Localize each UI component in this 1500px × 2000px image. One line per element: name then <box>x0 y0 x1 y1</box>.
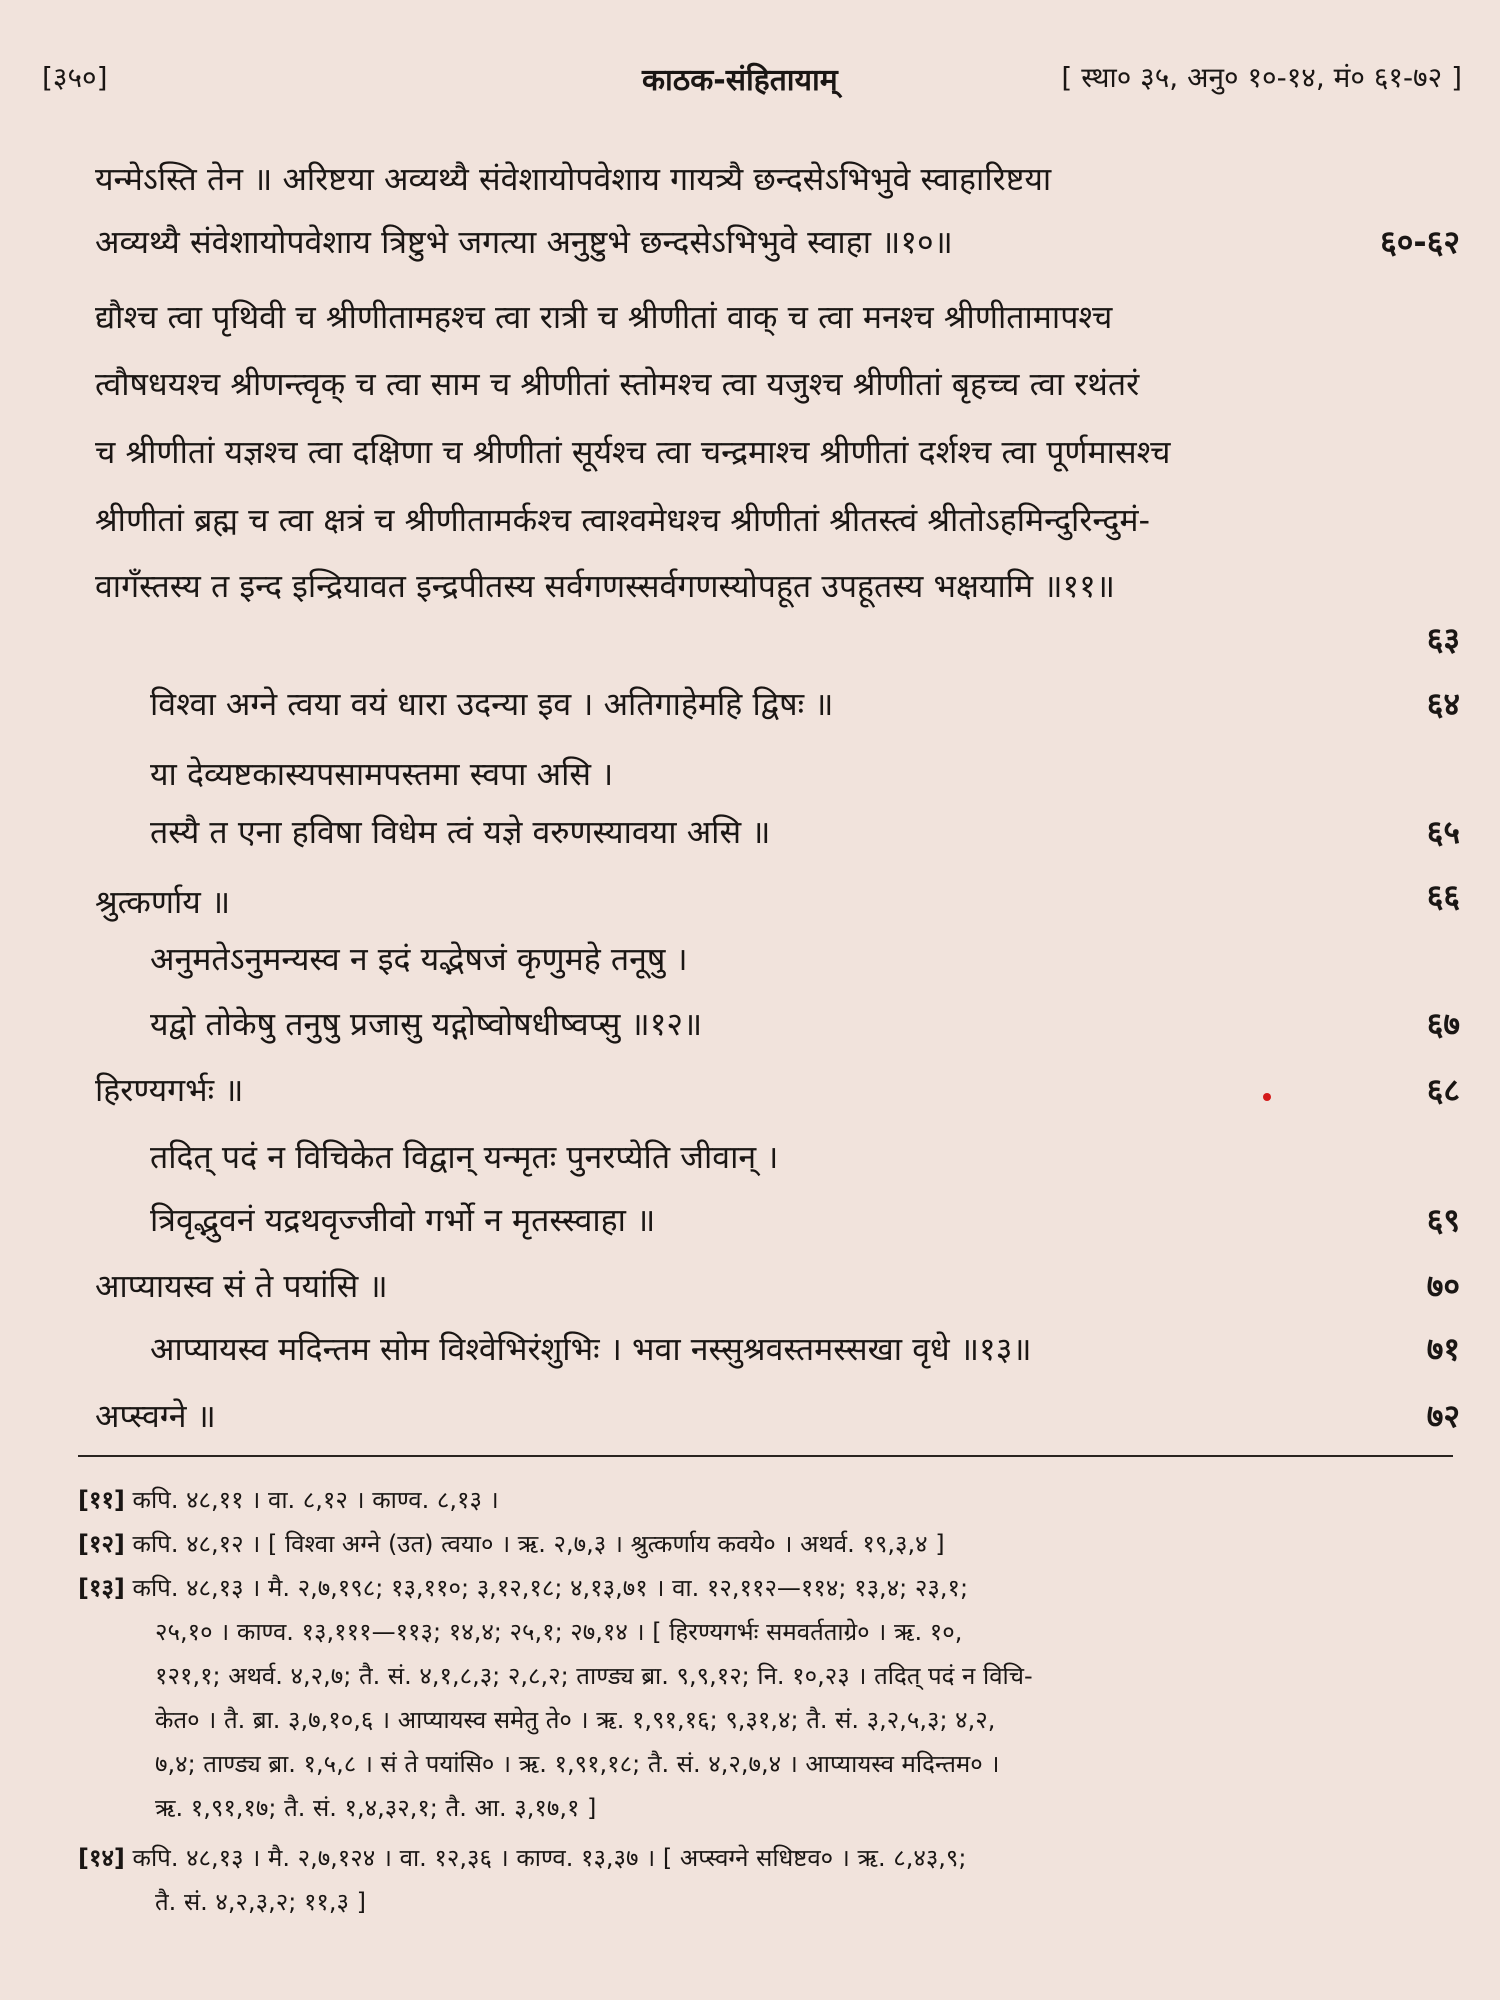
verse-number: ७० <box>1426 1267 1460 1305</box>
verse-number: ६८ <box>1426 1071 1460 1109</box>
verse-line: विश्वा अग्ने त्वया वयं धारा उदन्या इव । अतिगाहेमहि द्विषः ॥ <box>150 685 834 723</box>
verse-line: तस्यै त एना हविषा विधेम त्वं यज्ञे वरुणस्यावया असि ॥ <box>150 813 771 851</box>
footnote-line: केत० । तै. ब्रा. ३,७,१०,६ । आप्यायस्व समेतु ते० । ऋ. १,९१,१६; ९,३१,४; तै. सं. ३,२,५,३; ४,२, <box>155 1706 996 1734</box>
footnote-line: [११] कपि. ४८,११ । वा. ८,१२ । काण्व. ८,१३ । <box>78 1486 499 1514</box>
verse-number: ७१ <box>1426 1330 1460 1368</box>
footnote-line: १२१,१; अथर्व. ४,२,७; तै. सं. ४,१,८,३; २,८,२; ताण्ड्य ब्रा. ९,९,१२; नि. १०,२३ । तदित् पदं न विचि- <box>155 1662 1033 1690</box>
footnote-line: ७,४; ताण्ड्य ब्रा. १,५,८ । सं ते पयांसि० । ऋ. १,९१,१८; तै. सं. ४,२,७,४ । आप्यायस्व मदिन्तम० । <box>155 1750 1000 1778</box>
verse-line: अप्स्वग्ने ॥ <box>95 1397 216 1435</box>
verse-line: श्रीणीतां ब्रह्म च त्वा क्षत्रं च श्रीणीतामर्कश्च त्वाश्वमेधश्च श्रीणीतां श्रीतस्त्वं श्रीतोऽहमिन्दुरिन्दुमं- <box>95 501 1150 539</box>
verse-line: वागँस्तस्य त इन्द इन्द्रियावत इन्द्रपीतस्य सर्वगणस्सर्वगणस्योपहूत उपहूतस्य भक्षयामि ॥११॥ <box>95 567 1115 605</box>
verse-line: त्रिवृद्भुवनं यद्रथवृज्जीवो गर्भो न मृतस्स्वाहा ॥ <box>150 1201 656 1239</box>
verse-number: ६६ <box>1426 877 1460 915</box>
footnote-line: [१३] कपि. ४८,१३ । मै. २,७,१९८; १३,११०; ३,१२,१८; ४,१३,७१ । वा. १२,११२—११४; १३,४; २३,१; <box>78 1574 969 1602</box>
page-title: काठक-संहितायाम् <box>642 63 838 98</box>
verse-line: आप्यायस्व सं ते पयांसि ॥ <box>95 1267 388 1305</box>
verse-line: द्यौश्च त्वा पृथिवी च श्रीणीतामहश्च त्वा रात्री च श्रीणीतां वाक् च त्वा मनश्च श्रीणीतामापश्च <box>95 298 1113 336</box>
verse-line: अव्यथ्यै संवेशायोपवेशाय त्रिष्टुभे जगत्या अनुष्टुभे छन्दसेऽभिभुवे स्वाहा ॥१०॥ <box>95 223 953 261</box>
verse-number: ६५ <box>1426 813 1460 851</box>
verse-number: ६४ <box>1426 685 1460 723</box>
verse-line: हिरण्यगर्भः ॥ <box>95 1071 244 1109</box>
verse-line: आप्यायस्व मदिन्तम सोम विश्वेभिरंशुभिः । भवा नस्सुश्रवस्तमस्सखा वृधे ॥१३॥ <box>150 1330 1032 1368</box>
page-header <box>42 50 1462 110</box>
footnote-line: तै. सं. ४,२,३,२; ११,३ ] <box>155 1888 367 1916</box>
verse-line: च श्रीणीतां यज्ञश्च त्वा दक्षिणा च श्रीणीतां सूर्यश्च त्वा चन्द्रमाश्च श्रीणीतां दर्शश्च त्वा पूर्णमासश्च <box>95 433 1171 471</box>
footnote-divider <box>78 1455 1453 1457</box>
verse-line: यन्मेऽस्ति तेन ॥ अरिष्टया अव्यथ्यै संवेशायोपवेशाय गायत्र्यै छन्दसेऽभिभुवे स्वाहारिष्टया <box>95 160 1052 198</box>
footnote-line: ऋ. १,९१,१७; तै. सं. १,४,३२,१; तै. आ. ३,१७,१ ] <box>155 1794 597 1822</box>
verse-number: ६३ <box>1426 620 1460 658</box>
footnote-line: २५,१० । काण्व. १३,१११—११३; १४,४; २५,१; २७,१४ । [ हिरण्यगर्भः समवर्तताग्रे० । ऋ. १०, <box>155 1618 963 1646</box>
footnote-line: [१२] कपि. ४८,१२ । [ विश्वा अग्ने (उत) त्वया० । ऋ. २,७,३ । श्रुत्कर्णाय कवये० । अथर्व. १९,३,४ ] <box>78 1530 945 1558</box>
verse-line: या देव्यष्टकास्यपसामपस्तमा स्वपा असि । <box>150 755 614 793</box>
verse-number: ६७ <box>1426 1005 1460 1043</box>
verse-line: त्वौषधयश्च श्रीणन्त्वृक् च त्वा साम च श्रीणीतां स्तोमश्च त्वा यजुश्च श्रीणीतां बृहच्च त्वा रथंतरं <box>95 365 1140 403</box>
verse-line: तदित् पदं न विचिकेत विद्वान् यन्मृतः पुनरप्येति जीवान् । <box>150 1138 779 1176</box>
verse-line: श्रुत्कर्णाय ॥ <box>95 883 231 921</box>
page-number: [३५०] <box>42 61 108 94</box>
footnote-line: [१४] कपि. ४८,१३ । मै. २,७,१२४ । वा. १२,३६ । काण्व. १३,३७ । [ अप्स्वग्ने सधिष्टव० । ऋ. ८,४३,९; <box>78 1844 967 1872</box>
red-dot-mark <box>1263 1093 1271 1101</box>
verse-number: ७२ <box>1426 1397 1460 1435</box>
verse-number: ६०-६२ <box>1380 223 1460 261</box>
section-reference: [ स्था० ३५, अनु० १०-१४, मं० ६१-७२ ] <box>1061 61 1462 94</box>
verse-line: यद्वो तोकेषु तनुषु प्रजासु यद्गोष्वोषधीष्वप्सु ॥१२॥ <box>150 1005 703 1043</box>
verse-line: अनुमतेऽनुमन्यस्व न इदं यद्भेषजं कृणुमहे तनूषु । <box>150 940 688 978</box>
verse-number: ६९ <box>1426 1201 1460 1239</box>
